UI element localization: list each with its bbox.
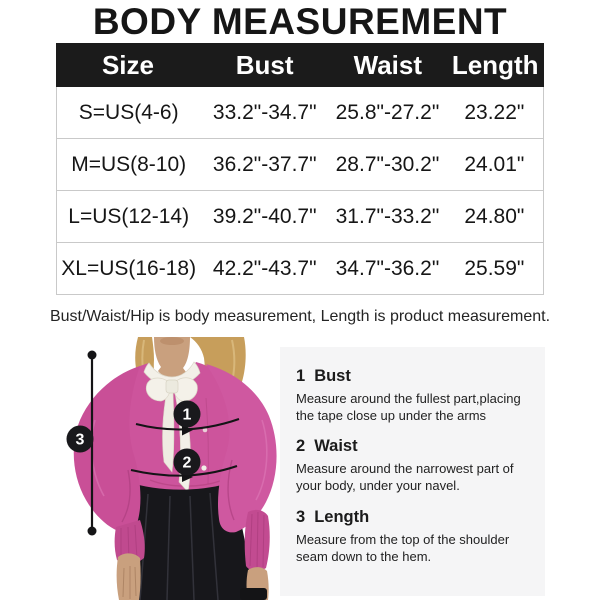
guide-waist-number: 2 (296, 437, 306, 456)
guide-length-number: 3 (296, 507, 306, 526)
guide-waist-heading (296, 437, 537, 456)
guide-bust-number: 1 (296, 367, 306, 385)
size-cell: S=US(4-6) (78, 100, 179, 124)
table-row (57, 243, 543, 294)
guide-bust-heading (296, 367, 537, 386)
table-row (57, 87, 543, 139)
table-row (57, 139, 543, 191)
size-cell: M=US(8-10) (71, 152, 187, 176)
length-cell: 24.01" (464, 152, 525, 176)
guide-item-bust (296, 367, 537, 424)
size-chart-body (56, 87, 544, 295)
length-cell: 25.59" (464, 256, 525, 280)
bust-cell: 36.2"-37.7" (212, 152, 317, 176)
column-header-bust: Bust (235, 49, 294, 80)
size-cell: L=US(12-14) (68, 204, 190, 228)
marker-2-number: 2 (182, 454, 192, 472)
waist-cell: 28.7"-30.2" (335, 152, 440, 176)
length-cell: 23.22" (464, 100, 525, 124)
guide-waist-label: Waist (314, 437, 358, 456)
column-header-size: Size (101, 49, 154, 80)
waist-cell: 25.8"-27.2" (335, 100, 440, 124)
guide-bust-label: Bust (314, 367, 351, 385)
length-line-bottom-dot (88, 527, 97, 536)
length-line-top-dot (88, 351, 97, 360)
waist-cell: 34.7"-36.2" (335, 256, 440, 280)
size-cell: XL=US(16-18) (61, 256, 197, 280)
guide-item-waist (296, 437, 537, 494)
guide-bust-description: Measure around the fullest part,placing the tape close up under the arms (296, 391, 521, 424)
table-row (57, 191, 543, 243)
guide-length-description: Measure from the top of the shoulder seam down to the hem. (296, 531, 510, 564)
size-chart-header-row (56, 43, 544, 87)
column-header-length: Length (451, 49, 539, 80)
blouse-button (201, 465, 206, 470)
bust-cell: 42.2"-43.7" (212, 256, 317, 280)
measurement-note: Bust/Waist/Hip is body measurement, Length is product measurement. (49, 308, 551, 325)
bust-cell: 39.2"-40.7" (212, 204, 317, 228)
guide-item-length (296, 508, 537, 565)
marker-1-number: 1 (182, 406, 192, 424)
chin-shadow (160, 337, 184, 345)
guide-length-label: Length (314, 507, 370, 526)
size-chart-table (56, 43, 544, 295)
guide-waist-description: Measure around the narrowest part of your body, under your navel. (296, 461, 514, 494)
waist-cell: 31.7"-33.2" (335, 204, 440, 228)
marker-3-number: 3 (75, 431, 85, 449)
measurement-guide-panel (280, 347, 545, 596)
page-title: BODY MEASUREMENT (92, 1, 508, 42)
guide-length-heading (296, 508, 537, 527)
column-header-waist: Waist (353, 49, 423, 80)
model-figure-photo (50, 337, 290, 600)
hand-left (117, 553, 141, 600)
clutch-object (240, 588, 267, 600)
length-cell: 24.80" (464, 204, 525, 228)
bow-knot (166, 380, 178, 393)
bust-cell: 33.2"-34.7" (212, 100, 317, 124)
